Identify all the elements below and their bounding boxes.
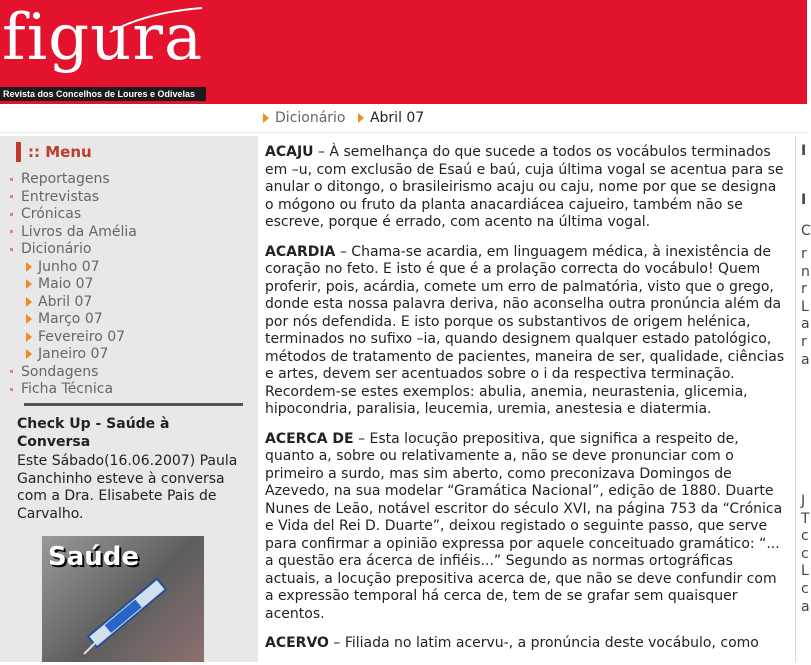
clipped-text-fragment: C: [801, 223, 811, 239]
entry-term: ACERCA DE: [265, 430, 354, 447]
entry-text: – À semelhança do que sucede a todos os vocábulos terminados em –u, com exclusão de Esaú e baú, cuja última vogal se acentua para se anular o ditongo, o brasileirismo acaju ou caju, nome por que se designa o mógono ou fruto da planta anacardiácea cajueiro, também não se escreve, porque é errado, com acento na última vogal.: [265, 144, 784, 230]
menu-item-livros-da-amelia[interactable]: Livros da Amélia: [10, 224, 137, 242]
menu-item-reportagens[interactable]: Reportagens: [10, 171, 137, 189]
menu-item-cronicas[interactable]: Crónicas: [10, 206, 137, 224]
menu-title: :: Menu: [16, 142, 92, 162]
submenu-item-abril-07[interactable]: Abril 07: [10, 294, 137, 312]
promo-image-label: Saúde: [48, 542, 140, 572]
site-header: [0, 0, 807, 104]
entry-text: – Filiada no latim acervu-, a pronúncia deste vocábulo, como: [328, 635, 759, 651]
clipped-text-fragment: a: [801, 316, 810, 332]
clipped-text-fragment: L: [801, 299, 809, 315]
arrow-icon: [26, 349, 32, 359]
bullet-icon: [10, 230, 13, 233]
promo-body: Este Sábado(16.06.2007) Paula Ganchinho esteve à conversa com a Dra. Elisabete Pais de Carvalho.: [17, 453, 238, 522]
promo-image[interactable]: [42, 536, 204, 662]
bullet-icon: [10, 388, 13, 391]
menu-item-sondagens[interactable]: Sondagens: [10, 364, 137, 382]
menu-item-ficha-tecnica[interactable]: Ficha Técnica: [10, 381, 137, 399]
breadcrumb-item-current: Abril 07: [369, 110, 425, 126]
breadcrumb-item-dicionario[interactable]: Dicionário: [275, 110, 346, 126]
clipped-text-fragment: r: [801, 334, 807, 350]
promo-title[interactable]: Check Up - Saúde à Conversa: [17, 416, 170, 450]
breadcrumb-arrow-icon: [263, 113, 269, 123]
header-divider: [0, 132, 807, 133]
bullet-icon: [10, 370, 13, 373]
arrow-icon: [26, 297, 32, 307]
entry-text: – Esta locução prepositiva, que significa a respeito de, quanto a, sobre ou relativamente a, não se deve pronunciar com o primeiro a surdo, mas sim aberto, como preconizava Domingos de Azevedo, na sua modelar “Gramática Nacional”, edição de 1880. Duarte Nunes de Leão, notável escritor do século XVI, na página 753 da “Crónica e Vida del Rei D. Duarte”, deixou registado o seguinte passo, que serve para confirmar a opinião expressa por aquele conceituado gramático: “... a questão era ácerca de infiéis...” Segundo as normas ortográficas actuais, a locução prepositiva acerca de, que não se deve confundir com a expressão temporal há cerca de, tem de se grafar sem quaisquer acentos.: [265, 430, 783, 622]
clipped-text-fragment: a: [801, 352, 810, 368]
entry-term: ACARDIA: [265, 243, 336, 260]
site-tagline: Revista dos Concelhos de Loures e Odivelas: [0, 87, 206, 101]
clipped-text-fragment: I: [801, 143, 807, 159]
menu-divider: [24, 403, 243, 406]
clipped-text-fragment: r: [801, 281, 807, 297]
entry-acardia: [265, 244, 787, 419]
entry-term: ACAJU: [265, 144, 314, 160]
submenu-item-marco-07[interactable]: Março 07: [10, 311, 137, 329]
submenu-item-maio-07[interactable]: Maio 07: [10, 276, 137, 294]
submenu-item-junho-07[interactable]: Junho 07: [10, 259, 137, 277]
column-divider: [795, 136, 796, 662]
dictionary-content: [265, 144, 787, 665]
breadcrumb: [263, 110, 424, 130]
menu-item-entrevistas[interactable]: Entrevistas: [10, 189, 137, 207]
bullet-icon: [10, 195, 13, 198]
clipped-text-fragment: a: [801, 599, 810, 615]
submenu-item-fevereiro-07[interactable]: Fevereiro 07: [10, 329, 137, 347]
entry-text: – Chama-se acardia, em linguagem médica, à inexistência de coração no feto. E isto é que é a prolação correcta do vocábulo! Quem proferir, pois, acárdia, comete um erro de palmatória, visto que o grego, donde esta nossa palavra deriva, não aconselha outra pronúncia além da por nós defendida. E isto porque os substantivos de origem helénica, terminados no sufixo –ia, quando designem qualquer estado patológico, métodos de tratamento de pacientes, maneira de ser, qualidade, ciências e artes, devem ser acentuados sobre o i da respectiva terminação. Recordem-se estes exemplos: abulia, anemia, neurastenia, glicemia, hipocondria, paralisia, leucemia, uremia, anestesia e diatermia.: [265, 243, 785, 417]
arrow-icon: [26, 314, 32, 324]
entry-acaju: [265, 144, 787, 232]
clipped-text-fragment: I: [801, 192, 807, 208]
clipped-text-fragment: L: [801, 563, 809, 579]
bullet-icon: [10, 248, 13, 251]
entry-acerca-de: [265, 431, 787, 624]
arrow-icon: [26, 279, 32, 289]
entry-term: ACERVO: [265, 635, 329, 651]
arrow-icon: [26, 262, 32, 272]
clipped-text-fragment: n: [801, 264, 810, 280]
submenu-item-janeiro-07[interactable]: Janeiro 07: [10, 346, 137, 364]
clipped-text-fragment: c: [801, 581, 809, 597]
entry-acervo: [265, 635, 787, 653]
menu-list: [10, 171, 137, 399]
clipped-text-fragment: r: [801, 246, 807, 262]
clipped-text-fragment: c: [801, 546, 809, 562]
menu-item-dicionario[interactable]: Dicionário: [10, 241, 137, 259]
clipped-text-fragment: T: [801, 511, 810, 527]
breadcrumb-arrow-icon: [358, 113, 364, 123]
arrow-icon: [26, 332, 32, 342]
clipped-text-fragment: c: [801, 528, 809, 544]
site-logo[interactable]: figura: [2, 1, 204, 75]
bullet-icon: [10, 213, 13, 216]
clipped-text-fragment: J: [801, 493, 806, 509]
bullet-icon: [10, 178, 13, 181]
